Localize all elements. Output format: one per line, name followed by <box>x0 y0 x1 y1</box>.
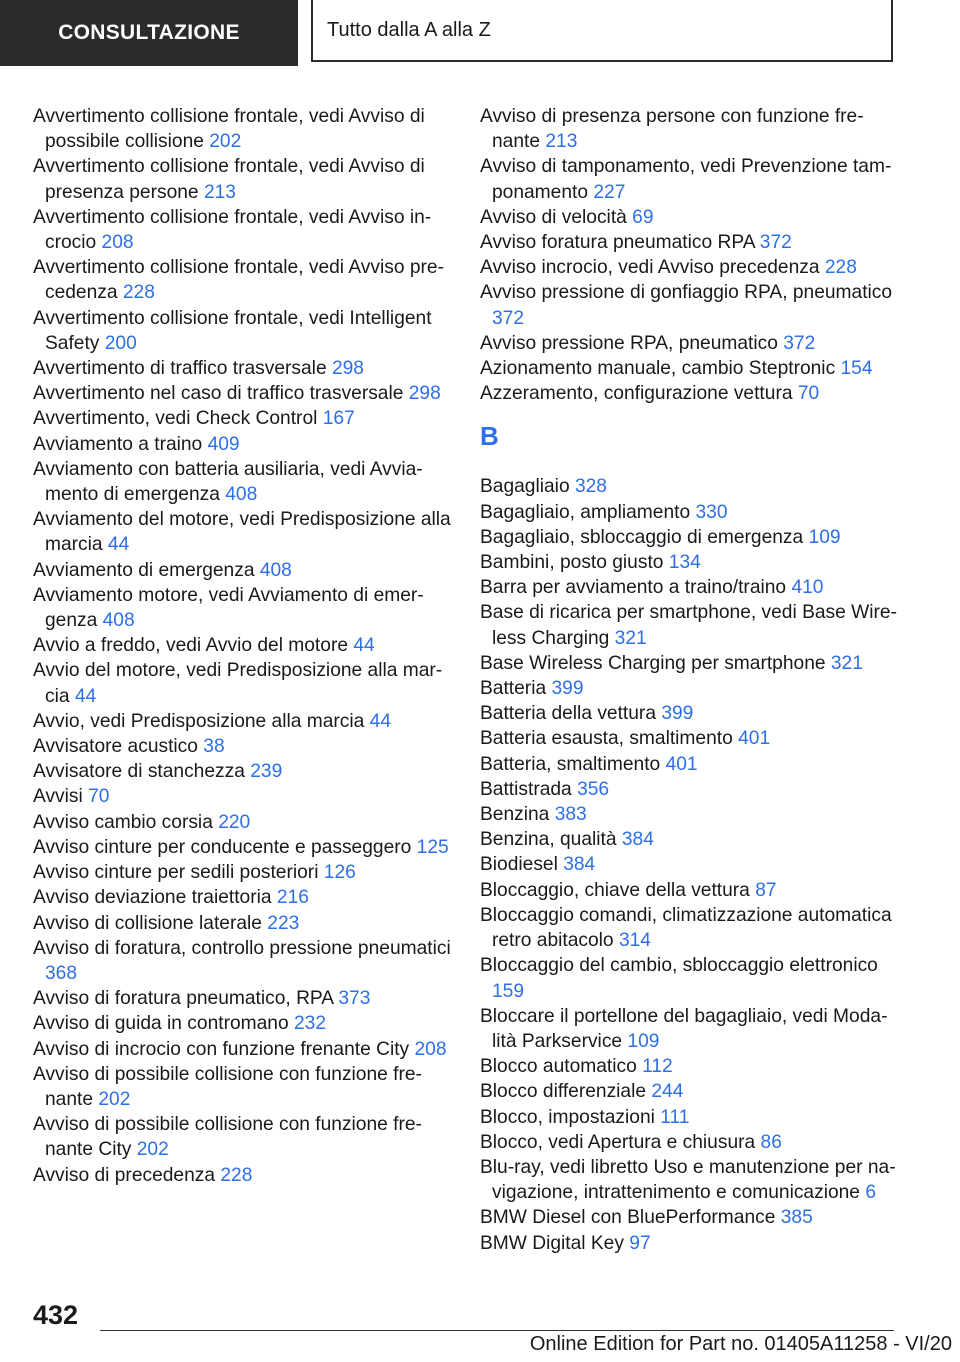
entry-term: Avviso incrocio, vedi Avviso precedenza <box>480 257 820 279</box>
index-entry <box>480 827 905 852</box>
index-entry <box>33 1163 458 1188</box>
entry-page-link[interactable]: 228 <box>220 1164 253 1186</box>
entry-page-link[interactable]: 368 <box>45 962 78 984</box>
entry-term: Battistrada <box>480 778 572 800</box>
entry-term: Benzina, qualità <box>480 829 617 851</box>
entry-term: Avviso di tamponamento, vedi Prevenzione tamponamento <box>480 156 892 203</box>
entry-term: Blocco, impostazioni <box>480 1106 655 1128</box>
entry-term: Avviso di foratura pneumatico, RPA <box>33 988 334 1010</box>
entry-term: Avviso pressione di gonfiaggio RPA, pneumatico <box>480 282 893 304</box>
entry-term: Bambini, posto giusto <box>480 552 664 574</box>
index-entry <box>480 600 905 650</box>
entry-page-link[interactable]: 125 <box>416 836 449 858</box>
index-entry <box>480 104 905 154</box>
index-entry <box>480 205 905 230</box>
index-entry <box>33 911 458 936</box>
page-number: 432 <box>33 1300 79 1330</box>
entry-term: Avviso pressione RPA, pneumatico <box>480 332 778 354</box>
index-entry <box>33 709 458 734</box>
entry-page-link[interactable]: 408 <box>102 610 135 632</box>
page-header <box>0 0 960 66</box>
index-entry <box>480 903 905 953</box>
entry-page-link[interactable]: 154 <box>840 358 873 380</box>
index-entry <box>33 356 458 381</box>
entry-page-link[interactable]: 244 <box>651 1081 684 1103</box>
entry-page-link[interactable]: 6 <box>865 1182 876 1204</box>
index-entry <box>33 406 458 431</box>
entry-term: Avviso di possibile collisione con funzione frenante City <box>33 1114 422 1161</box>
index-entry <box>480 878 905 903</box>
index-entry <box>33 658 458 708</box>
entry-page-link[interactable]: 314 <box>618 930 651 952</box>
entry-page-link[interactable]: 112 <box>642 1056 673 1078</box>
index-entry <box>480 230 905 255</box>
entry-term: Batteria <box>480 678 547 700</box>
entry-term: Barra per avviamento a traino/traino <box>480 577 787 599</box>
entry-page-link[interactable]: 372 <box>783 332 816 354</box>
entry-term: Avviso di foratura, controllo pressione pneumatici <box>33 937 451 959</box>
index-entry <box>480 1205 905 1230</box>
index-entry <box>33 860 458 885</box>
entry-term: Benzina <box>480 804 550 826</box>
index-entry <box>480 331 905 356</box>
index-column-left <box>33 104 458 1188</box>
entry-term: Bloccaggio del cambio, sbloccaggio elettronico <box>480 955 878 977</box>
entry-term: Avvio del motore, vedi Predisposizione alla marcia <box>33 660 443 707</box>
entry-page-link[interactable]: 202 <box>98 1088 131 1110</box>
entry-page-link[interactable]: 126 <box>323 862 356 884</box>
index-entry <box>33 154 458 204</box>
index-entry <box>33 558 458 583</box>
entry-term: Avvertimento nel caso di traffico trasversale <box>33 383 404 405</box>
index-entry <box>33 759 458 784</box>
entry-term: Avviso di precedenza <box>33 1164 216 1186</box>
entry-term: Avviso foratura pneumatico RPA <box>480 232 755 254</box>
entry-term: Avviso deviazione traiettoria <box>33 887 272 909</box>
index-entry <box>480 752 905 777</box>
index-entry <box>33 381 458 406</box>
section-tab: CONSULTAZIONE <box>0 0 298 66</box>
entry-term: Base di ricarica per smartphone, vedi Base Wireless Charging <box>480 602 897 649</box>
entry-term: Blocco, vedi Apertura e chiusura <box>480 1131 756 1153</box>
index-entry <box>33 507 458 557</box>
entry-page-link[interactable]: 202 <box>136 1139 169 1161</box>
entry-term: Avviso cambio corsia <box>33 811 213 833</box>
index-entry <box>33 1062 458 1112</box>
entry-page-link[interactable]: 239 <box>250 761 283 783</box>
index-entry <box>33 835 458 860</box>
index-entry <box>480 777 905 802</box>
chapter-tab: Tutto dalla A alla Z <box>311 0 893 62</box>
entry-page-link[interactable]: 134 <box>668 552 701 574</box>
index-entry <box>480 1079 905 1104</box>
index-entry <box>480 726 905 751</box>
entry-term: Blu-ray, vedi libretto Uso e manutenzione per navigazione, intrattenimento e comunicazione <box>480 1156 896 1204</box>
index-column-right <box>480 104 905 1256</box>
entry-page-link[interactable]: 86 <box>760 1131 782 1153</box>
index-entry <box>33 104 458 154</box>
entry-term: Batteria esausta, smaltimento <box>480 728 733 750</box>
entry-term: Bagagliaio <box>480 476 570 498</box>
entry-page-link[interactable]: 328 <box>574 476 607 498</box>
index-entry <box>480 154 905 204</box>
entry-term: Avvisatore acustico <box>33 736 198 758</box>
index-entry <box>480 575 905 600</box>
entry-term: Avviamento di emergenza <box>33 559 255 581</box>
index-entry <box>33 784 458 809</box>
entry-page-link[interactable]: 213 <box>545 131 578 153</box>
index-entry <box>480 381 905 406</box>
entry-term: Blocco differenziale <box>480 1081 647 1103</box>
entry-page-link[interactable]: 109 <box>808 526 841 548</box>
entry-term: Avviso di possibile collisione con funzione frenante <box>33 1063 422 1110</box>
entry-term: Avviso cinture per conducente e passeggero <box>33 836 412 858</box>
entry-term: Avvertimento collisione frontale, vedi Avviso precedenza <box>33 257 444 304</box>
entry-page-link[interactable]: 410 <box>791 577 824 599</box>
entry-term: Avviso di guida in contromano <box>33 1013 289 1035</box>
entry-page-link[interactable]: 321 <box>830 652 863 674</box>
index-entry <box>33 1112 458 1162</box>
entry-page-link[interactable]: 38 <box>203 736 225 758</box>
index-entry <box>33 810 458 835</box>
entry-term: Batteria della vettura <box>480 703 656 725</box>
index-entry <box>480 1105 905 1130</box>
entry-term: Avvertimento di traffico trasversale <box>33 358 327 380</box>
entry-page-link[interactable]: 372 <box>759 232 792 254</box>
entry-page-link[interactable]: 399 <box>551 678 584 700</box>
entry-page-link[interactable]: 408 <box>259 559 292 581</box>
index-entry <box>33 734 458 759</box>
entry-page-link[interactable]: 401 <box>738 728 771 750</box>
index-entry <box>480 356 905 381</box>
entry-term: Avviso di presenza persone con funzione frenante <box>480 106 864 153</box>
entry-term: Avviso di collisione laterale <box>33 912 262 934</box>
entry-term: Batteria, smaltimento <box>480 753 661 775</box>
entry-page-link[interactable]: 409 <box>207 433 240 455</box>
index-entry <box>33 457 458 507</box>
entry-page-link[interactable]: 385 <box>780 1207 813 1229</box>
entry-term: BMW Diesel con BluePerformance <box>480 1207 776 1229</box>
entry-page-link[interactable]: 44 <box>353 635 375 657</box>
index-entry <box>480 651 905 676</box>
entry-page-link[interactable]: 208 <box>101 232 134 254</box>
entry-page-link[interactable]: 399 <box>661 703 694 725</box>
entry-term: Azionamento manuale, cambio Steptronic <box>480 358 836 380</box>
entry-page-link[interactable]: 384 <box>621 829 654 851</box>
entry-page-link[interactable]: 330 <box>695 501 728 523</box>
index-entry <box>33 1011 458 1036</box>
index-entry <box>480 1130 905 1155</box>
index-entry <box>480 550 905 575</box>
entry-page-link[interactable]: 167 <box>322 408 355 430</box>
footer-edition: Online Edition for Part no. 01405A11258 - VI/20 <box>529 1333 952 1355</box>
entry-term: Bagagliaio, sbloccaggio di emergenza <box>480 526 804 548</box>
entry-page-link[interactable]: 44 <box>74 685 97 707</box>
entry-page-link[interactable]: 216 <box>276 887 309 909</box>
index-entry <box>480 701 905 726</box>
entry-term: Avvertimento collisione frontale, vedi Intelligent Safety <box>33 307 432 354</box>
entry-term: Avviso cinture per sedili posteriori <box>33 862 319 884</box>
index-entry <box>480 525 905 550</box>
index-group-a-continued <box>480 104 905 406</box>
entry-page-link[interactable]: 227 <box>593 181 626 203</box>
section-letter: B <box>480 421 499 452</box>
entry-page-link[interactable]: 228 <box>122 282 155 304</box>
entry-page-link[interactable]: 44 <box>107 534 130 556</box>
entry-page-link[interactable]: 298 <box>331 358 364 380</box>
entry-term: Avvio, vedi Predisposizione alla marcia <box>33 710 365 732</box>
entry-term: Avvertimento collisione frontale, vedi Avviso di possibile collisione <box>33 106 425 153</box>
entry-term: Avvertimento, vedi Check Control <box>33 408 318 430</box>
entry-page-link[interactable]: 69 <box>632 206 654 228</box>
entry-term: Bloccare il portellone del bagagliaio, vedi Modalità Parkservice <box>480 1005 888 1052</box>
entry-page-link[interactable]: 44 <box>369 710 392 732</box>
entry-page-link[interactable]: 70 <box>797 383 820 405</box>
index-entry <box>33 885 458 910</box>
entry-term: Bloccaggio comandi, climatizzazione automatica retro abitacolo <box>480 904 892 952</box>
entry-page-link[interactable]: 200 <box>104 332 137 354</box>
index-entry <box>480 802 905 827</box>
index-entry <box>33 583 458 633</box>
entry-term: Avvertimento collisione frontale, vedi Avviso incrocio <box>33 206 432 254</box>
index-entry <box>480 953 905 1003</box>
index-entry <box>33 255 458 305</box>
entry-page-link[interactable]: 298 <box>408 383 441 405</box>
entry-term: Bagagliaio, ampliamento <box>480 501 691 523</box>
entry-term: Biodiesel <box>480 854 558 876</box>
index-entry <box>480 255 905 280</box>
entry-page-link[interactable]: 408 <box>225 484 258 506</box>
index-entry <box>480 676 905 701</box>
index-entry <box>480 1004 905 1054</box>
entry-page-link[interactable]: 232 <box>293 1013 326 1035</box>
entry-page-link[interactable]: 372 <box>492 307 525 329</box>
entry-term: Avviamento motore, vedi Avviamento di emergenza <box>33 584 424 632</box>
index-group-b <box>480 474 905 1255</box>
index-entry <box>480 1231 905 1256</box>
entry-page-link[interactable]: 401 <box>665 753 698 775</box>
index-entry <box>33 205 458 255</box>
index-entry <box>480 852 905 877</box>
index-entry <box>480 500 905 525</box>
index-entry <box>480 280 905 330</box>
entry-page-link[interactable]: 321 <box>614 627 647 649</box>
entry-page-link[interactable]: 356 <box>577 778 610 800</box>
index-entry <box>33 633 458 658</box>
entry-page-link[interactable]: 159 <box>492 980 525 1002</box>
entry-term: Azzeramento, configurazione vettura <box>480 383 793 405</box>
entry-page-link[interactable]: 111 <box>660 1106 690 1128</box>
index-entry <box>33 306 458 356</box>
entry-page-link[interactable]: 373 <box>338 988 371 1010</box>
index-entry <box>33 1037 458 1062</box>
index-entry <box>480 474 905 499</box>
entry-page-link[interactable]: 228 <box>824 257 857 279</box>
entry-term: Avvisatore di stanchezza <box>33 761 245 783</box>
entry-term: BMW Digital Key <box>480 1232 624 1254</box>
entry-term: Avviamento a traino <box>33 433 203 455</box>
entry-page-link[interactable]: 383 <box>554 804 587 826</box>
entry-term: Avvio a freddo, vedi Avvio del motore <box>33 635 348 657</box>
entry-page-link[interactable]: 384 <box>563 854 596 876</box>
entry-term: Base Wireless Charging per smartphone <box>480 652 826 674</box>
entry-term: Avviamento con batteria ausiliaria, vedi Avviamento di emergenza <box>33 458 423 506</box>
index-entry <box>33 936 458 986</box>
index-entry <box>480 1155 905 1205</box>
index-entry <box>480 1054 905 1079</box>
entry-page-link[interactable]: 223 <box>267 912 300 934</box>
footer-rule <box>100 1330 894 1331</box>
entry-term: Avviamento del motore, vedi Predisposizione alla marcia <box>33 509 451 556</box>
entry-page-link[interactable]: 109 <box>627 1030 660 1052</box>
entry-page-link[interactable]: 208 <box>414 1038 447 1060</box>
entry-term: Blocco automatico <box>480 1056 637 1078</box>
entry-term: Avvertimento collisione frontale, vedi Avviso di presenza persone <box>33 156 425 203</box>
index-entry <box>33 986 458 1011</box>
entry-page-link[interactable]: 202 <box>209 131 242 153</box>
entry-term: Avvisi <box>33 786 83 808</box>
entry-term: Avviso di incrocio con funzione frenante City <box>33 1038 410 1060</box>
index-entry <box>33 432 458 457</box>
entry-term: Avviso di velocità <box>480 206 627 228</box>
entry-page-link[interactable]: 97 <box>629 1232 651 1254</box>
entry-term: Bloccaggio, chiave della vettura <box>480 879 750 901</box>
entry-page-link[interactable]: 220 <box>218 811 251 833</box>
entry-page-link[interactable]: 213 <box>203 181 236 203</box>
entry-page-link[interactable]: 70 <box>88 786 110 808</box>
entry-page-link[interactable]: 87 <box>755 879 777 901</box>
